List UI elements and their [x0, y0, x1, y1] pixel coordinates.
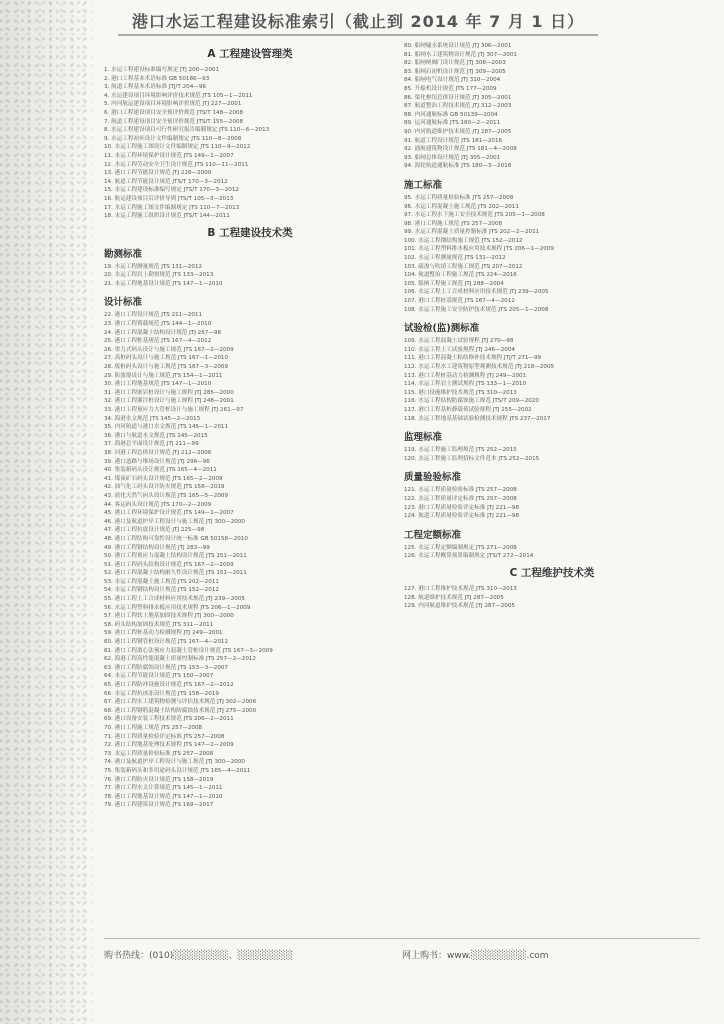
standard-entry: 115. 港口设施维护技术规范 JTS 310—2013 — [404, 389, 517, 396]
standard-entry: 72. 港口工程地基处理技术规程 JTS 147—2—2009 — [104, 742, 234, 749]
standard-entry: 92. 通航建筑物设计规范 JTS 181—4—2008 — [404, 146, 517, 153]
standard-entry: 93. 船闸总体设计规范 JTJ 305—2001 — [404, 154, 501, 161]
standard-entry: 51. 港口工程码头结构设计规范 JTS 167—2—2009 — [104, 561, 234, 568]
standard-entry: 118. 水运工程地基基础试验检测技术规程 JTS 237—2017 — [404, 415, 551, 422]
standard-entry: 89. 运河通航标准 JTS 180—2—2011 — [404, 120, 501, 127]
standard-entry: 82. 船闸闸阀门设计规范 JTJ 308—2003 — [404, 60, 506, 67]
standard-entry: 60. 港口工程钢管桩设计规范 JTS 167—4—2012 — [104, 639, 229, 646]
standard-entry: 85. 升船机设计规范 JTS 177—2009 — [404, 85, 497, 92]
right-column — [404, 42, 700, 611]
standard-entry: 64. 水运工程节能设计规范 JTS 150—2007 — [104, 673, 214, 680]
standard-entry: 125. 水运工程定额编制规定 JTS 271—2008 — [404, 544, 517, 551]
survey-standards-heading: 勘测标准 — [104, 248, 143, 260]
standard-entry: 34. 海港水文规范 JTS 145—2—2013 — [104, 415, 201, 422]
standard-entry: 30. 港口工程地基规范 JTS 147—1—2010 — [104, 381, 212, 388]
standard-entry: 21. 水运工程地基设计规范 JTS 147—1—2010 — [104, 280, 223, 287]
standard-entry: 18. 水运工程施工组织设计规范 JTS/T 144—2011 — [104, 213, 230, 220]
standard-entry: 104. 航道整治工程施工规范 JTS 224—2016 — [404, 272, 517, 279]
standard-entry: 54. 水运工程钢结构设计规范 JTS 152—2012 — [104, 587, 219, 594]
standard-entry: 1. 水运工程建设标准编写规定 JTJ 200—2001 — [104, 67, 220, 73]
standard-entry: 2. 港口工程基本术语标准 GB 50186—93 — [104, 75, 210, 82]
supervision-standards-list — [404, 446, 700, 463]
standard-entry: 11. 水运工程环境保护设计规范 JTS 149—1—2007 — [104, 152, 234, 159]
footer — [104, 944, 700, 964]
standard-entry: 84. 船闸电气设计规范 JTJ 310—2004 — [404, 77, 501, 84]
standard-entry: 121. 水运工程质量检验标准 JTS 257—2008 — [404, 487, 517, 494]
standard-entry: 102. 水运工程测量规范 JTS 131—2012 — [404, 255, 506, 262]
standard-entry: 127. 港口工程维护技术规范 JTS 310—2013 — [404, 585, 517, 592]
standard-entry: 103. 疏浚与吹填工程施工规范 JTS 207—2012 — [404, 263, 523, 270]
standard-entry: 6. 港口工程建设项目安全预评价规范 JTS/T 148—2008 — [104, 109, 244, 116]
standard-entry: 109. 水运工程混凝土试验规程 JTJ 270—98 — [404, 338, 514, 345]
standard-entry: 50. 港口工程预应力混凝土结构设计规范 JTS 151—2011 — [104, 553, 247, 560]
standard-entry: 97. 水运工程水下施工安全技术规范 JTS 205—1—2008 — [404, 212, 545, 219]
standard-entry: 45. 港口工程环境保护设计规范 JTS 149—1—2007 — [104, 510, 234, 517]
standard-entry: 80. 船闸输水系统设计规范 JTJ 306—2001 — [404, 43, 512, 49]
standard-entry: 36. 港口与航道水文规范 JTS 145—2015 — [104, 432, 208, 439]
standard-entry: 99. 水运工程混凝土质量控制标准 JTS 202—2—2011 — [404, 229, 540, 236]
standard-entry: 55. 港口工程土工合成材料应用技术规范 JTJ 239—2005 — [104, 596, 245, 603]
standard-entry: 126. 水运工程概算预算编制规定 JTS/T 272—2014 — [404, 553, 534, 560]
standard-entry: 22. 港口工程设计规范 JTS 211—2011 — [104, 312, 203, 319]
standard-entry: 25. 港口工程桩基规范 JTS 167—4—2012 — [104, 338, 212, 345]
construction-standards-list — [404, 194, 700, 314]
section-c-heading: C 工程维护技术类 — [509, 566, 595, 579]
standard-entry: 49. 港口工程钢结构设计规范 JTJ 283—99 — [104, 544, 210, 551]
document-title: 港口水运工程建设标准索引（截止到 2014 年 7 月 1 日） — [118, 10, 598, 36]
standard-entry: 65. 港口工程防冲设施设计规范 JTS 167—2—2012 — [104, 682, 234, 688]
standard-entry: 44. 客运码头设计规范 JTS 170—2—2009 — [104, 501, 212, 508]
standard-entry: 24. 港口工程混凝土结构设计规范 JTJ 267—98 — [104, 329, 222, 336]
standard-entry: 96. 水运工程混凝土施工规范 JTS 202—2011 — [404, 203, 519, 210]
standard-entry: 110. 水运工程土工试验规程 JTJ 246—2004 — [404, 346, 515, 353]
standard-entry: 117. 港口工程基桩静载荷试验规程 JTJ 255—2002 — [404, 406, 532, 413]
quota-standards-heading: 工程定额标准 — [404, 529, 462, 541]
standard-entry: 95. 水运工程质量检验标准 JTS 257—2008 — [404, 194, 514, 201]
standard-entry: 20. 水运工程岩土勘察规范 JTS 133—2013 — [104, 272, 214, 279]
standard-entry: 124. 航道工程质量检验评定标准 JTJ 221—98 — [404, 513, 520, 520]
standard-entry: 107. 港口工程桩基规范 JTS 167—4—2012 — [404, 298, 515, 305]
scan-edge-artifact — [0, 0, 92, 1024]
standard-entry: 26. 重力式码头设计与施工规范 JTS 167—2—2009 — [104, 346, 234, 353]
design-standards-list — [104, 311, 396, 646]
standard-entry: 73. 水运工程质量检验标准 JTS 257—2008 — [104, 750, 214, 757]
design-standards-list-2 — [104, 647, 396, 810]
standard-entry: 16. 航运建设项目后评价导则 JTS/T 105—3—2013 — [104, 195, 234, 202]
standard-entry: 81. 船闸水工建筑物设计规范 JTJ 307—2001 — [404, 51, 517, 58]
standard-entry: 70. 港口工程施工规范 JTS 257—2008 — [104, 724, 203, 731]
standard-entry: 41. 煤炭矿石码头设计规范 JTS 165—2—2009 — [104, 475, 223, 482]
standard-entry: 3. 航道工程基本术语标准 JTJ/T 204—96 — [104, 84, 207, 91]
standard-entry: 53. 水运工程混凝土施工规范 JTS 202—2011 — [104, 578, 219, 585]
standard-entry: 5. 内河航运建设项目环境影响评价规范 JTJ 227—2001 — [104, 101, 242, 108]
standard-entry: 86. 渠化枢纽总体设计规范 JTJ 305—2001 — [404, 94, 512, 101]
standard-entry: 113. 港口工程桩基动力检测规程 JTJ 249—2001 — [404, 372, 527, 379]
standard-entry: 35. 内河航道与港口水文规范 JTS 145—1—2011 — [104, 424, 229, 431]
standard-entry: 116. 水运工程结构防腐蚀施工规范 JTS/T 209—2020 — [404, 398, 539, 405]
footer-website: 网上购书：www.░░░░░░░░.com — [402, 951, 549, 961]
standard-entry: 79. 港口工程建筑设计规范 JTS 169—2017 — [104, 802, 214, 809]
standard-entry: 106. 水运工程土工合成材料应用技术规范 JTJ 239—2005 — [404, 289, 549, 296]
standard-entry: 75. 集装箱码头和多用途码头设计规范 JTS 165—4—2011 — [104, 767, 251, 774]
footer-divider — [104, 938, 700, 939]
standard-entry: 59. 港口工程桩基动力检测规程 JTJ 249—2001 — [104, 630, 223, 637]
standard-entry: 48. 港口工程结构可靠性设计统一标准 GB 50158—2010 — [104, 535, 248, 542]
standard-entry: 37. 海港总平面设计规范 JTJ 211—99 — [104, 441, 199, 448]
standard-entry: 58. 码头结构加固技术规范 JTS 311—2011 — [104, 621, 214, 628]
section-a-heading: A 工程建设管理类 — [207, 48, 293, 60]
standard-entry: 100. 水运工程钢结构施工规范 JTS 152—2012 — [404, 237, 523, 244]
survey-standards-list — [104, 263, 396, 289]
construction-standards-heading: 施工标准 — [404, 179, 443, 191]
section-c-list — [404, 585, 700, 611]
supervision-standards-heading: 监理标准 — [404, 432, 443, 444]
standard-entry: 62. 海港工程高性能混凝土质量控制标准 JTS 257—2—2012 — [104, 656, 257, 663]
standard-entry: 28. 板桩码头设计与施工规范 JTS 167—3—2009 — [104, 364, 229, 371]
standard-entry: 63. 港口工程防腐蚀设计规范 JTS 153—3—2007 — [104, 664, 229, 671]
standard-entry: 12. 水运工程劳动安全卫生设计规范 JTS 110—11—2011 — [104, 161, 249, 168]
standard-entry: 10. 水运工程施工图设计文件编制规定 JTS 110—9—2012 — [104, 144, 251, 151]
section-a-list — [104, 66, 396, 221]
standard-entry: 27. 高桩码头设计与施工规范 JTS 167—1—2010 — [104, 355, 229, 362]
standard-entry: 68. 港口工程钢筋混凝土结构防腐蚀技术规范 JTJ 275—2000 — [104, 707, 257, 714]
standard-entry: 15. 水运工程建设标准编写规定 JTS/T 170—3—2012 — [104, 187, 239, 194]
standard-entry: 120. 水运工程施工监理招标文件范本 JTS 252—2015 — [404, 455, 540, 462]
standard-entry: 29. 防波堤设计与施工规范 JTS 154—1—2011 — [104, 372, 223, 379]
standard-entry: 39. 港口道路与堆场设计规范 JTJ 296—96 — [104, 458, 210, 465]
standard-entry: 91. 航道工程设计规范 JTS 181—2016 — [404, 137, 503, 144]
standard-entry: 47. 港口工程抗震设计规范 JTJ 225—98 — [104, 527, 205, 534]
standard-entry: 46. 港口及航道护岸工程设计与施工规范 JTJ 300—2000 — [104, 518, 245, 525]
standard-entry: 56. 水运工程塑料排水板应用技术规程 JTS 206—1—2009 — [104, 604, 251, 611]
standard-entry: 33. 港口工程预应力大管桩设计与施工规程 JTJ 261—97 — [104, 407, 244, 413]
standard-entry: 69. 港口设备安装工程技术规范 JTS 206—2—2011 — [104, 716, 234, 723]
standard-entry: 98. 港口工程施工规范 JTS 257—2008 — [404, 220, 503, 227]
standard-entry: 76. 港口工程防火设计规范 JTS 158—2019 — [104, 776, 214, 783]
standard-entry: 111. 港口工程混凝土粘结修补技术规程 JTJ/T 271—99 — [404, 355, 542, 362]
standard-entry: 31. 港口工程嵌岩桩设计与施工规程 JTJ 285—2000 — [104, 389, 234, 396]
standard-entry: 66. 水运工程抗冰冻设计规范 JTS 158—2019 — [104, 690, 219, 697]
testing-standards-heading: 试验检(监)测标准 — [404, 323, 480, 335]
standard-entry: 77. 港口工程水文计算规范 JTS 145—1—2011 — [104, 785, 223, 792]
design-standards-heading: 设计标准 — [104, 297, 143, 309]
standard-entry: 119. 水运工程施工监理规范 JTS 252—2015 — [404, 447, 517, 454]
quality-standards-list — [404, 486, 700, 520]
standard-entry: 129. 内河航道维护技术规范 JTJ 287—2005 — [404, 603, 515, 610]
testing-standards-list — [404, 337, 700, 423]
standard-entry: 67. 港口工程水工建筑物检测与评估技术规范 JTJ 302—2006 — [104, 699, 257, 706]
standard-entry: 7. 航道工程建设项目安全预评价规范 JTS/T 155—2008 — [104, 118, 244, 125]
standard-entry: 108. 水运工程施工安全防护技术规范 JTS 205—1—2008 — [404, 306, 549, 313]
standard-entry: 23. 港口工程荷载规范 JTS 144—1—2010 — [104, 321, 212, 328]
standard-entry: 90. 内河航道维护技术规范 JTJ 287—2005 — [404, 128, 512, 135]
standard-entry: 101. 水运工程塑料排水板应用技术规程 JTS 206—1—2009 — [404, 246, 554, 253]
continued-list — [404, 42, 700, 171]
standard-entry: 61. 港口工程离心法预应力混凝土管桩设计规范 JTS 167—3—2009 — [104, 647, 273, 654]
standard-entry: 78. 港口工程地基设计规范 JTS 147—1—2010 — [104, 793, 223, 800]
standard-entry: 9. 水运工程初步设计文件编制规定 JTS 110—8—2008 — [104, 135, 242, 142]
section-b-heading: B 工程建设技术类 — [207, 226, 293, 239]
standard-entry: 71. 港口工程质量检验评定标准 JTS 257—2008 — [104, 733, 225, 740]
standard-entry: 19. 水运工程测量规范 JTS 131—2012 — [104, 263, 203, 270]
standard-entry: 87. 航道整治工程技术规范 JTJ 312—2003 — [404, 103, 512, 110]
standard-entry: 112. 水运工程水工建筑物原型观测技术规范 JTJ 218—2005 — [404, 364, 555, 370]
standard-entry: 38. 河港工程总体设计规范 JTJ 212—2006 — [104, 449, 212, 456]
standard-entry: 52. 港口工程混凝土结构耐久性设计规范 JTS 151—2011 — [104, 570, 247, 577]
standard-entry: 122. 水运工程质量评定标准 JTS 257—2008 — [404, 495, 517, 502]
standard-entry: 40. 集装箱码头设计规范 JTS 165—4—2011 — [104, 467, 217, 474]
left-column — [104, 42, 396, 810]
standard-entry: 123. 港口工程质量检验评定标准 JTJ 221—98 — [404, 504, 520, 511]
standard-entry: 74. 港口及航道护岸工程设计与施工规范 JTJ 300—2000 — [104, 759, 245, 766]
standard-entry: 32. 港口工程灌注桩设计与施工规程 JTJ 248—2001 — [104, 398, 234, 405]
standard-entry: 105. 船闸工程施工规范 JTJ 288—2004 — [404, 280, 504, 287]
standard-entry: 94. 海轮航道通航标准 JTS 180—3—2018 — [404, 163, 512, 170]
standard-entry: 8. 水运工程建设项目可行性研究报告编制规定 JTS 110—6—2013 — [104, 127, 270, 134]
standard-entry: 14. 航道工程节能设计规范 JTS/T 170—3—2012 — [104, 178, 228, 185]
standard-entry: 88. 内河通航标准 GB 50139—2004 — [404, 111, 498, 118]
standard-entry: 13. 港口工程节能设计规范 JTJ 228—2000 — [104, 170, 212, 177]
standard-entry: 43. 液化天然气码头设计规范 JTS 165—5—2009 — [104, 492, 229, 499]
standard-entry: 42. 油气化工码头设计防火规范 JTS 158—2019 — [104, 484, 225, 491]
quota-standards-list — [404, 544, 700, 561]
standard-entry: 57. 港口工程软土地基加固技术规程 JTJ 300—2000 — [104, 613, 234, 620]
quality-standards-heading: 质量验验标准 — [404, 472, 462, 484]
standard-entry: 4. 水运建设项目环境影响评价技术规范 JTS 105—1—2011 — [104, 92, 253, 99]
standard-entry: 83. 船闸启闭机设计规范 JTJ 309—2005 — [404, 68, 506, 75]
standard-entry: 128. 航道维护技术规范 JTJ 287—2005 — [404, 594, 504, 601]
standard-entry: 17. 水运工程施工图文件编制规定 JTS 110—7—2013 — [104, 204, 240, 211]
footer-phone: 购书热线：(010)░░░░░░░░、░░░░░░░░ — [104, 951, 293, 961]
standard-entry: 114. 水运工程岩土测试规程 JTS 133—1—2010 — [404, 381, 527, 388]
